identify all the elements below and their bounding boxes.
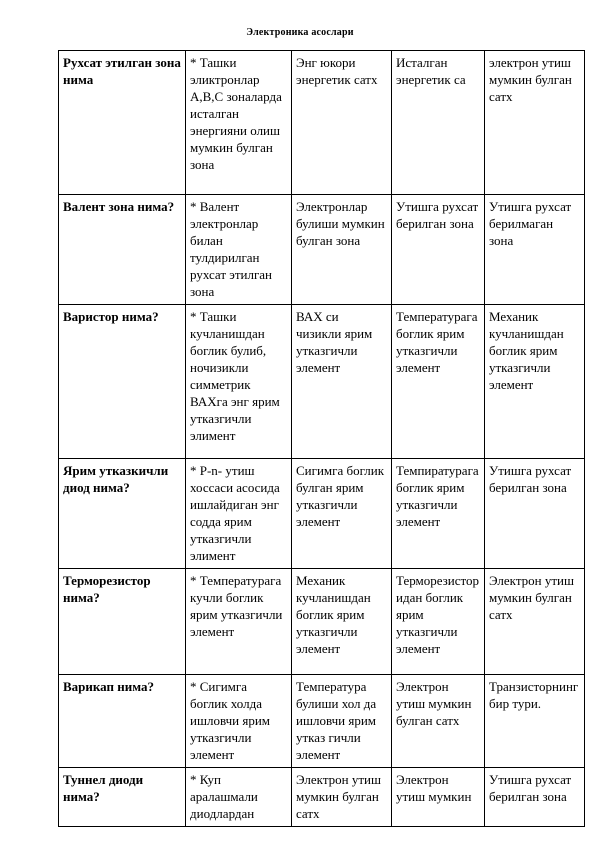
answer-cell: Температура булиши хол да ишловчи ярим утказ гичли элемент bbox=[292, 675, 392, 768]
answer-cell: Электронлар булиши мумкин булган зона bbox=[292, 195, 392, 305]
quiz-table bbox=[58, 50, 585, 827]
answer-cell: ВАХ си чизикли ярим утказгичли элемент bbox=[292, 305, 392, 459]
answer-cell: Транзисторнинг бир тури. bbox=[485, 675, 585, 768]
answer-cell: * Ташки эликтронлар А,В,С зоналарда исталган энергияни олиш мумкин булган зона bbox=[186, 51, 292, 195]
answer-cell: * Куп аралашмали диодлардан bbox=[186, 768, 292, 827]
table-row bbox=[59, 459, 585, 569]
question-cell: Варикап нима? bbox=[59, 675, 186, 768]
answer-cell: * Валент электронлар билан тулдирилган рухсат этилган зона bbox=[186, 195, 292, 305]
answer-cell: Исталган энергетик са bbox=[392, 51, 485, 195]
page-title: Электроника асослари bbox=[246, 27, 354, 38]
answer-cell: Утишга рухсат берилган зона bbox=[485, 768, 585, 827]
answer-cell: Механик кучланишдан боглик ярим утказгичли элемент bbox=[292, 569, 392, 675]
table-row bbox=[59, 768, 585, 827]
answer-cell: Электрон утиш мумкин булган сатх bbox=[292, 768, 392, 827]
answer-cell: Электрон утиш мумкин булган сатх bbox=[392, 675, 485, 768]
answer-cell: Терморезисторидан боглик ярим утказгичли элемент bbox=[392, 569, 485, 675]
answer-cell: * Температурага кучли боглик ярим утказгичли элемент bbox=[186, 569, 292, 675]
question-cell: Ярим утказкичли диод нима? bbox=[59, 459, 186, 569]
answer-cell: Утишга рухсат берилган зона bbox=[392, 195, 485, 305]
answer-cell: * Сигимга боглик холда ишловчи ярим утказгичли элемент bbox=[186, 675, 292, 768]
answer-cell: Электрон утиш мумкин bbox=[392, 768, 485, 827]
question-cell: Туннел диоди нима? bbox=[59, 768, 186, 827]
question-cell: Рухсат этилган зона нима bbox=[59, 51, 186, 195]
answer-cell: Утишга рухсат берилган зона bbox=[485, 459, 585, 569]
answer-cell: Сигимга боглик булган ярим утказгичли элемент bbox=[292, 459, 392, 569]
table-row bbox=[59, 51, 585, 195]
table-row bbox=[59, 305, 585, 459]
answer-cell: Температурага боглик ярим утказгичли элемент bbox=[392, 305, 485, 459]
answer-cell: Утишга рухсат берилмаган зона bbox=[485, 195, 585, 305]
answer-cell: Механик кучланишдан боглик ярим утказгичли элемент bbox=[485, 305, 585, 459]
answer-cell: электрон утиш мумкин булган сатх bbox=[485, 51, 585, 195]
table-row bbox=[59, 569, 585, 675]
question-cell: Терморезистор нима? bbox=[59, 569, 186, 675]
question-cell: Валент зона нима? bbox=[59, 195, 186, 305]
answer-cell: * P-n- утиш хоссаси асосида ишлайдиган энг содда ярим утказгичли элимент bbox=[186, 459, 292, 569]
answer-cell: Темпиратурага боглик ярим утказгичли элемент bbox=[392, 459, 485, 569]
table-row bbox=[59, 195, 585, 305]
table-row bbox=[59, 675, 585, 768]
question-cell: Варистор нима? bbox=[59, 305, 186, 459]
answer-cell: Электрон утиш мумкин булган сатх bbox=[485, 569, 585, 675]
answer-cell: Энг юкори энергетик сатх bbox=[292, 51, 392, 195]
answer-cell: * Ташки кучланишдан боглик булиб, ночизикли симметрик ВАХга энг ярим утказгичли элимент bbox=[186, 305, 292, 459]
